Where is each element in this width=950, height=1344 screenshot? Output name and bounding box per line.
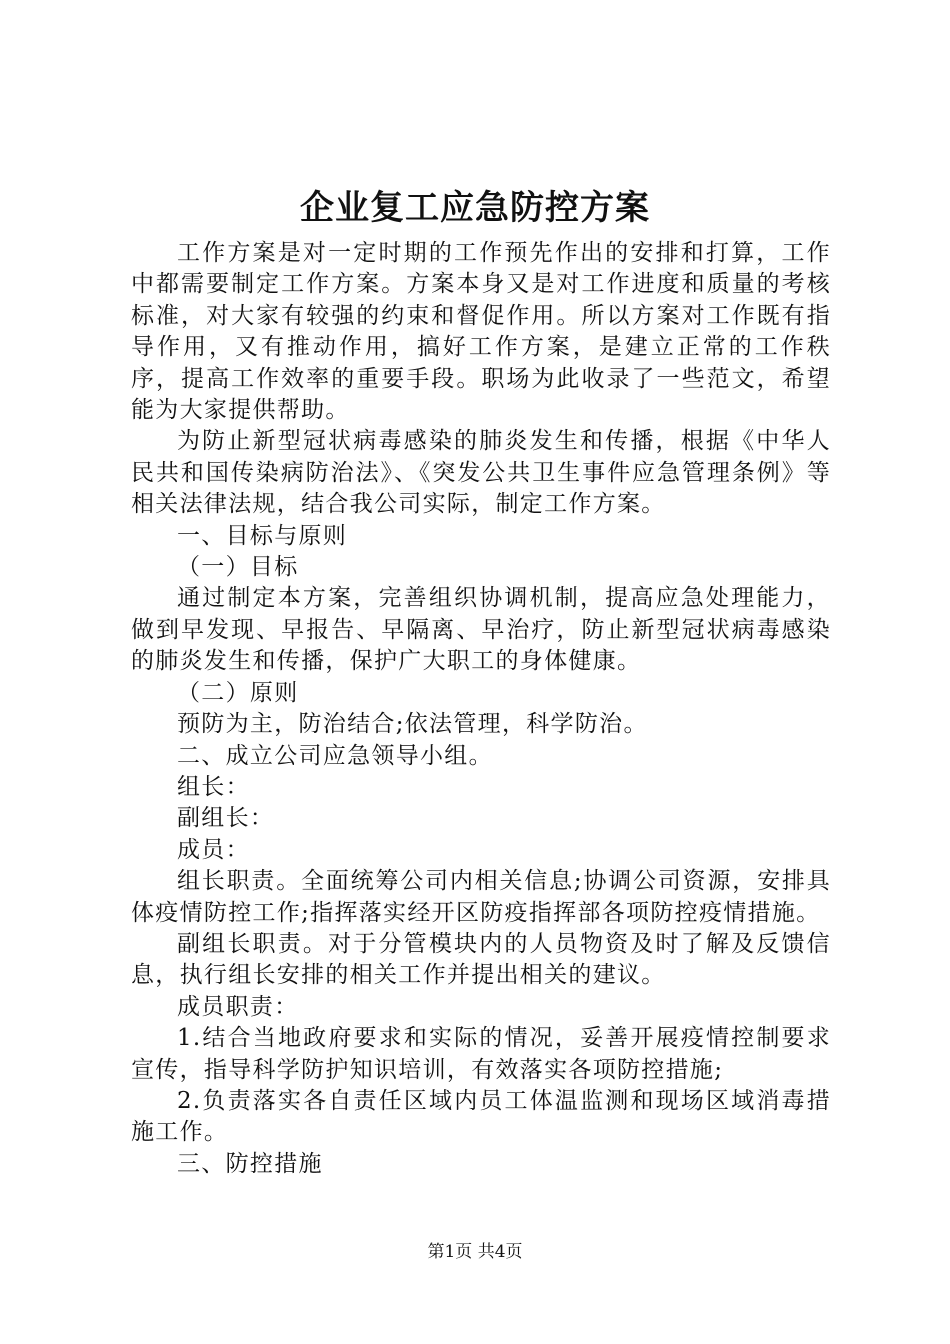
list-item-duty-2: 2.负责落实各自责任区域内员工体温监测和现场区域消毒措施工作。 [131, 1087, 831, 1146]
paragraph-deputy-duties: 副组长职责。对于分管模块内的人员物资及时了解及反馈信息，执行组长安排的相关工作并提出相关的建议。 [131, 930, 831, 989]
document-body [131, 238, 831, 1180]
paragraph-intro: 工作方案是对一定时期的工作预先作出的安排和打算，工作中都需要制定工作方案。方案本身又是对工作进度和质量的考核标准，对大家有较强的约束和督促作用。所以方案对工作既有指导作用，又有推动作用，搞好工作方案，是建立正常的工作秩序，提高工作效率的重要手段。职场为此收录了一些范文，希望能为大家提供帮助。 [131, 240, 831, 424]
paragraph-leader-duties: 组长职责。全面统筹公司内相关信息;协调公司资源，安排具体疫情防控工作;指挥落实经开区防疫指挥部各项防控疫情措施。 [131, 868, 831, 926]
subsection-heading-principle: （二）原则 [177, 679, 299, 706]
line-group-leader: 组长： [177, 773, 250, 800]
subsection-heading-goal: （一）目标 [177, 554, 299, 581]
section-heading-leadership-group: 二、成立公司应急领导小组。 [177, 742, 493, 769]
list-item-duty-1: 1.结合当地政府要求和实际的情况，妥善开展疫情控制要求宣传，指导科学防护知识培训，有效落实各项防控措施; [131, 1025, 831, 1083]
page-footer: 第1页 共4页 [427, 1242, 523, 1262]
section-heading-goals-principles: 一、目标与原则 [177, 522, 348, 549]
document-title: 企业复工应急防控方案 [300, 188, 650, 228]
paragraph-basis: 为防止新型冠状病毒感染的肺炎发生和传播，根据《中华人民共和国传染病防治法》、《突发公共卫生事件应急管理条例》等相关法律法规，结合我公司实际，制定工作方案。 [131, 428, 831, 518]
section-heading-measures: 三、防控措施 [177, 1150, 323, 1177]
line-member-duties: 成员职责： [177, 993, 299, 1020]
line-deputy-leader: 副组长： [177, 805, 275, 832]
line-members: 成员： [177, 836, 250, 863]
paragraph-goal: 通过制定本方案，完善组织协调机制，提高应急处理能力，做到早发现、早报告、早隔离、早治疗，防止新型冠状病毒感染的肺炎发生和传播，保护广大职工的身体健康。 [131, 585, 831, 675]
paragraph-principle: 预防为主，防治结合;依法管理，科学防治。 [177, 711, 648, 738]
